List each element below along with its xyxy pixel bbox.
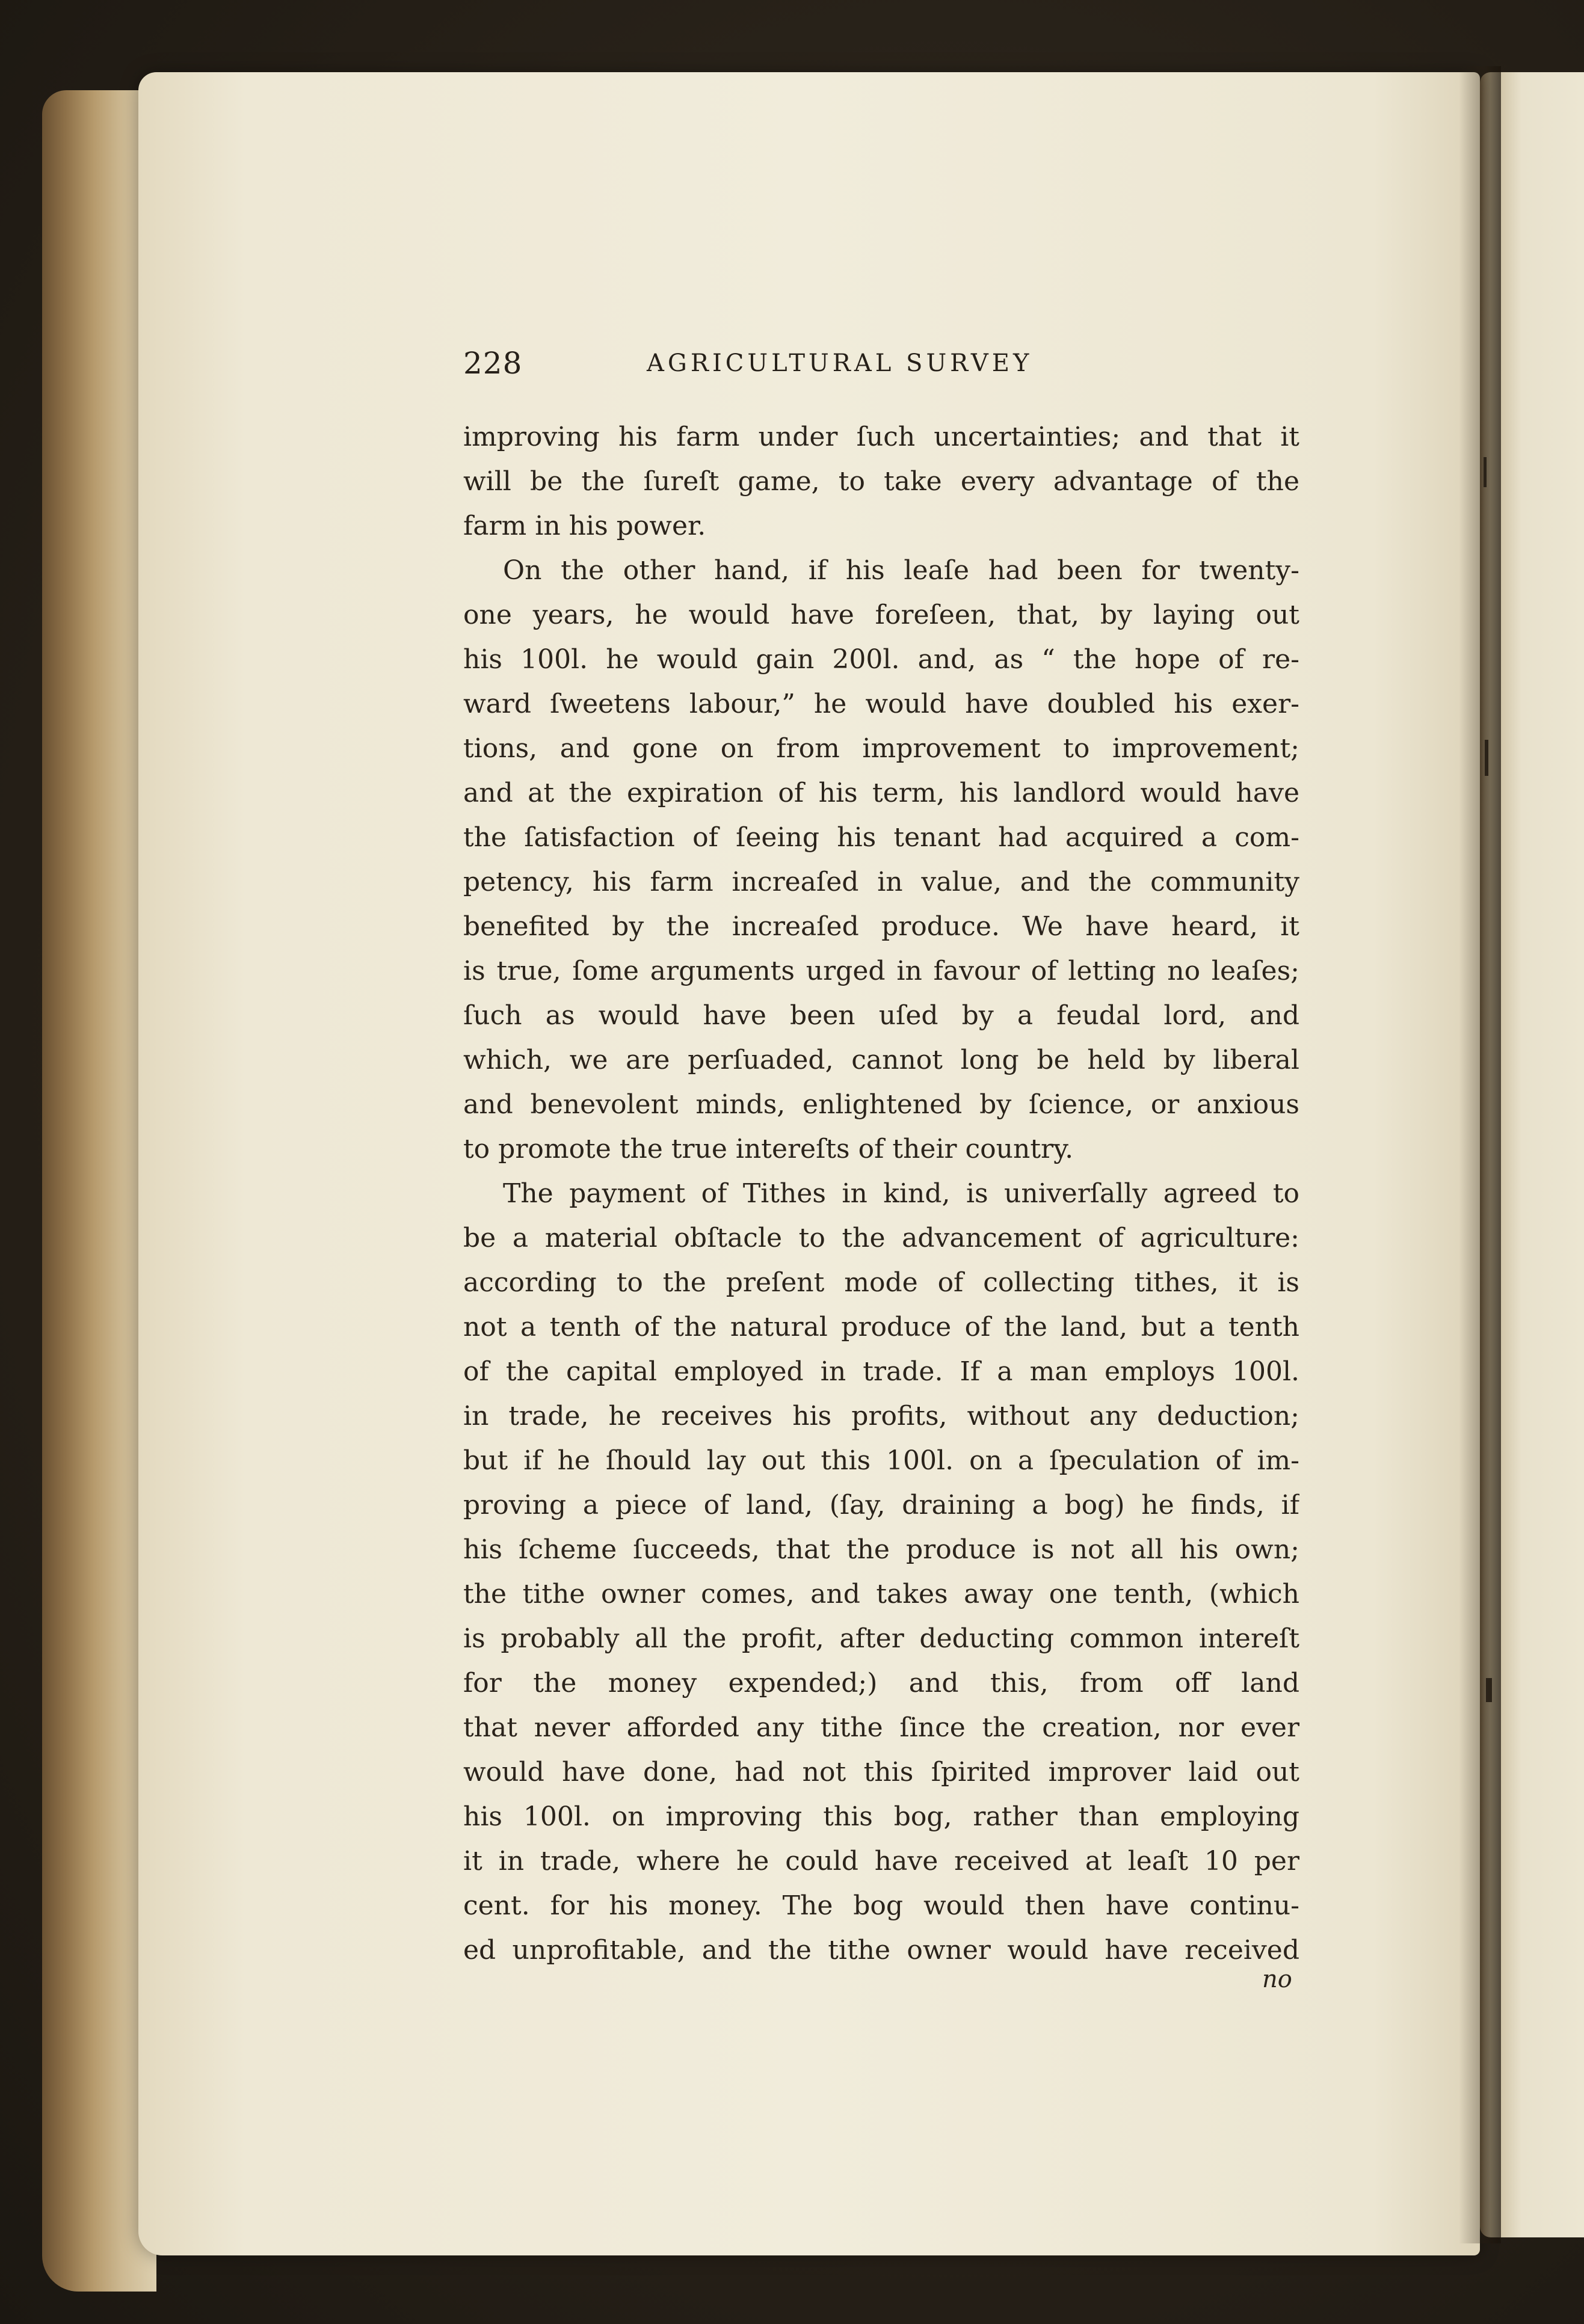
text-line: is true, ſome arguments urged in favour of letting no leaſes; — [463, 956, 1299, 986]
ink-speck — [1485, 740, 1488, 776]
text-line: it in trade, where he could have received at leaſt 10 per — [463, 1846, 1299, 1877]
text-line: his ſcheme ſucceeds, that the produce is not all his own; — [463, 1534, 1299, 1565]
text-line: be a material obſtacle to the advancement of agriculture: — [463, 1223, 1299, 1253]
text-line: which, we are perſuaded, cannot long be held by liberal — [463, 1045, 1299, 1075]
text-line: the ſatisfaction of ſeeing his tenant had acquired a com- — [463, 822, 1299, 853]
page-header-title: AGRICULTURAL SURVEY — [647, 349, 1033, 377]
text-line: ward ſweetens labour,” he would have doubled his exer- — [463, 689, 1299, 719]
catchword: no — [1262, 1966, 1292, 1993]
text-line: will be the ſureſt game, to take every advantage of the — [463, 466, 1299, 497]
text-line: but if he ſhould lay out this 100l. on a ſpeculation of im- — [463, 1445, 1299, 1476]
text-line: proving a piece of land, (ſay, draining a bog) he finds, if — [463, 1490, 1299, 1520]
text-line: and at the expiration of his term, his landlord would have — [463, 778, 1299, 808]
text-line: The payment of Tithes in kind, is univerſally agreed to — [503, 1178, 1299, 1209]
body-text — [463, 415, 1299, 1973]
text-line: is probably all the profit, after deducting common intereſt — [463, 1623, 1299, 1654]
text-line: to promote the true intereſts of their country. — [463, 1134, 1074, 1164]
text-line: in trade, he receives his profits, without any deduction; — [463, 1401, 1299, 1431]
running-head — [463, 346, 1305, 394]
text-line: On the other hand, if his leaſe had been for twenty- — [503, 555, 1299, 586]
text-line: cent. for his money. The bog would then have continu- — [463, 1890, 1299, 1921]
text-line: for the money expended;) and this, from off land — [463, 1668, 1299, 1698]
ink-speck — [1486, 1678, 1492, 1702]
text-line: his 100l. he would gain 200l. and, as “ the hope of re- — [463, 644, 1299, 675]
text-line: would have done, had not this ſpirited improver laid out — [463, 1757, 1299, 1788]
text-line: farm in his power. — [463, 511, 706, 541]
text-line: benefited by the increaſed produce. We have heard, it — [463, 911, 1299, 942]
text-line: not a tenth of the natural produce of the land, but a tenth — [463, 1312, 1299, 1342]
text-line: and benevolent minds, enlightened by ſcience, or anxious — [463, 1089, 1299, 1120]
page-number: 228 — [463, 346, 523, 381]
text-line: according to the preſent mode of collecting tithes, it is — [463, 1267, 1299, 1298]
text-line: petency, his farm increaſed in value, and the community — [463, 867, 1299, 897]
text-line: improving his farm under ſuch uncertainties; and that it — [463, 422, 1299, 452]
text-line: his 100l. on improving this bog, rather than employing — [463, 1801, 1299, 1832]
text-line: ſuch as would have been uſed by a feudal lord, and — [463, 1000, 1299, 1031]
text-line: of the capital employed in trade. If a man employs 100l. — [463, 1356, 1299, 1387]
gutter-shadow — [1459, 66, 1501, 2243]
text-line: that never afforded any tithe ſince the creation, nor ever — [463, 1712, 1299, 1743]
text-line: tions, and gone on from improvement to improvement; — [463, 733, 1299, 764]
ink-speck — [1484, 457, 1487, 487]
text-line: the tithe owner comes, and takes away one tenth, (which — [463, 1579, 1299, 1609]
text-line: ed unprofitable, and the tithe owner would have received — [463, 1935, 1299, 1966]
text-line: one years, he would have foreſeen, that, by laying out — [463, 600, 1299, 630]
